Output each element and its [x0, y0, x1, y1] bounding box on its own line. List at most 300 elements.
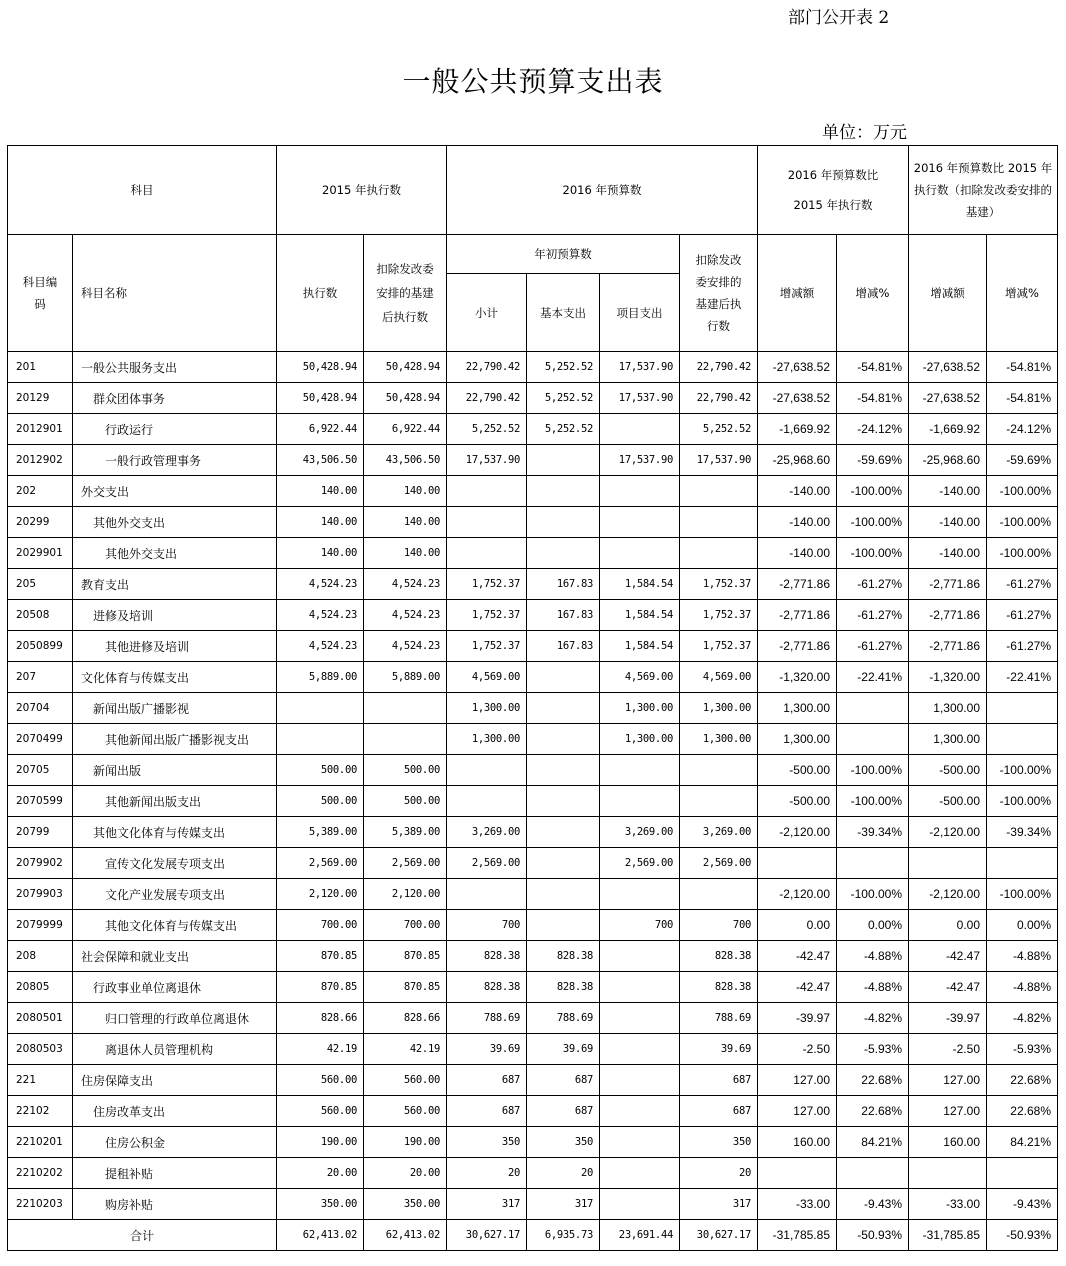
subject-name: 提租补贴	[73, 1158, 277, 1189]
cell-subtotal: 39.69	[447, 1034, 527, 1065]
subject-code: 2029901	[8, 538, 73, 569]
cell-basic	[527, 817, 600, 848]
cell-exec: 870.85	[277, 941, 364, 972]
cell-exec-adjusted: 2,120.00	[364, 879, 447, 910]
subject-name: 其他新闻出版广播影视支出	[73, 724, 277, 755]
subject-name: 新闻出版	[73, 755, 277, 786]
cell-diff-2: -42.47	[909, 941, 987, 972]
cell-diff-2: -2,771.86	[909, 569, 987, 600]
cell-diff-2: 127.00	[909, 1096, 987, 1127]
cell-diff-2: 127.00	[909, 1065, 987, 1096]
cell-diff-1: 1,300.00	[758, 724, 837, 755]
subject-name: 归口管理的行政单位离退休	[73, 1003, 277, 1034]
cell-pct-2: -61.27%	[987, 569, 1058, 600]
cell-diff-2: -2,771.86	[909, 600, 987, 631]
cell-exec-adjusted: 50,428.94	[364, 383, 447, 414]
header-project: 项目支出	[600, 274, 680, 352]
subject-name: 其他文化体育与传媒支出	[73, 817, 277, 848]
cell-pct-2: 22.68%	[987, 1065, 1058, 1096]
subject-code: 2070599	[8, 786, 73, 817]
cell-basic	[527, 879, 600, 910]
cell-diff-1: -42.47	[758, 972, 837, 1003]
cell-budget-adjusted	[680, 476, 758, 507]
cell-exec: 140.00	[277, 507, 364, 538]
cell-project: 700	[600, 910, 680, 941]
cell-exec	[277, 724, 364, 755]
cell-diff-1: -140.00	[758, 507, 837, 538]
cell-diff-2: 0.00	[909, 910, 987, 941]
total-diff-1: -31,785.85	[758, 1220, 837, 1251]
cell-pct-1: -61.27%	[837, 631, 909, 662]
cell-diff-2: -27,638.52	[909, 383, 987, 414]
cell-project: 1,300.00	[600, 724, 680, 755]
cell-diff-2: -500.00	[909, 755, 987, 786]
subject-name: 行政运行	[73, 414, 277, 445]
cell-basic: 828.38	[527, 941, 600, 972]
cell-diff-1: -2,120.00	[758, 817, 837, 848]
subject-code: 20129	[8, 383, 73, 414]
subject-name: 行政事业单位离退休	[73, 972, 277, 1003]
cell-budget-adjusted: 17,537.90	[680, 445, 758, 476]
cell-budget-adjusted	[680, 538, 758, 569]
cell-pct-2: -100.00%	[987, 786, 1058, 817]
cell-pct-2: -59.69%	[987, 445, 1058, 476]
cell-project: 3,269.00	[600, 817, 680, 848]
cell-exec: 43,506.50	[277, 445, 364, 476]
cell-pct-2: -54.81%	[987, 352, 1058, 383]
table-row	[8, 817, 1058, 848]
cell-pct-1: -100.00%	[837, 879, 909, 910]
cell-exec-adjusted: 42.19	[364, 1034, 447, 1065]
cell-basic: 5,252.52	[527, 352, 600, 383]
cell-pct-1: -54.81%	[837, 352, 909, 383]
cell-pct-2: -61.27%	[987, 600, 1058, 631]
cell-project: 17,537.90	[600, 445, 680, 476]
cell-subtotal: 687	[447, 1096, 527, 1127]
cell-exec: 140.00	[277, 538, 364, 569]
header-exec: 执行数	[277, 235, 364, 352]
subject-code: 205	[8, 569, 73, 600]
table-row	[8, 1127, 1058, 1158]
cell-basic: 20	[527, 1158, 600, 1189]
cell-exec-adjusted: 43,506.50	[364, 445, 447, 476]
cell-budget-adjusted: 39.69	[680, 1034, 758, 1065]
cell-pct-2: -100.00%	[987, 476, 1058, 507]
total-pct-2: -50.93%	[987, 1220, 1058, 1251]
cell-diff-1: 127.00	[758, 1065, 837, 1096]
cell-diff-1: 160.00	[758, 1127, 837, 1158]
cell-project: 17,537.90	[600, 383, 680, 414]
cell-subtotal: 1,752.37	[447, 631, 527, 662]
cell-basic: 317	[527, 1189, 600, 1220]
cell-exec-adjusted	[364, 724, 447, 755]
subject-code: 2012902	[8, 445, 73, 476]
table-row	[8, 1065, 1058, 1096]
cell-basic: 687	[527, 1096, 600, 1127]
cell-subtotal: 4,569.00	[447, 662, 527, 693]
cell-diff-2: -500.00	[909, 786, 987, 817]
cell-exec-adjusted: 6,922.44	[364, 414, 447, 445]
cell-pct-1: -24.12%	[837, 414, 909, 445]
cell-budget-adjusted: 5,252.52	[680, 414, 758, 445]
cell-budget-adjusted	[680, 507, 758, 538]
subject-code: 20705	[8, 755, 73, 786]
cell-diff-2: -2,120.00	[909, 879, 987, 910]
subject-code: 2080501	[8, 1003, 73, 1034]
table-row	[8, 1158, 1058, 1189]
table-row	[8, 972, 1058, 1003]
cell-exec: 700.00	[277, 910, 364, 941]
cell-budget-adjusted	[680, 786, 758, 817]
total-label: 合计	[8, 1220, 277, 1251]
table-row	[8, 352, 1058, 383]
subject-code: 2050899	[8, 631, 73, 662]
cell-diff-2: -27,638.52	[909, 352, 987, 383]
cell-basic	[527, 507, 600, 538]
cell-pct-2: -54.81%	[987, 383, 1058, 414]
cell-exec-adjusted: 350.00	[364, 1189, 447, 1220]
subject-name: 其他外交支出	[73, 538, 277, 569]
cell-exec: 4,524.23	[277, 600, 364, 631]
subject-code: 2210202	[8, 1158, 73, 1189]
cell-project	[600, 1127, 680, 1158]
cell-pct-1: -9.43%	[837, 1189, 909, 1220]
subject-code: 20508	[8, 600, 73, 631]
cell-budget-adjusted: 4,569.00	[680, 662, 758, 693]
header-budget-adjusted: 扣除发改委安排的基建后执行数	[680, 235, 758, 352]
cell-exec: 500.00	[277, 755, 364, 786]
cell-exec: 42.19	[277, 1034, 364, 1065]
subject-name: 住房公积金	[73, 1127, 277, 1158]
cell-diff-2: 160.00	[909, 1127, 987, 1158]
cell-subtotal	[447, 476, 527, 507]
total-diff-2: -31,785.85	[909, 1220, 987, 1251]
table-row	[8, 1189, 1058, 1220]
cell-diff-1: -25,968.60	[758, 445, 837, 476]
cell-pct-1: -100.00%	[837, 507, 909, 538]
cell-exec: 50,428.94	[277, 352, 364, 383]
budget-expenditure-table	[7, 145, 1058, 1251]
cell-diff-2: 1,300.00	[909, 724, 987, 755]
cell-subtotal	[447, 538, 527, 569]
cell-exec-adjusted: 870.85	[364, 941, 447, 972]
cell-diff-1: -500.00	[758, 755, 837, 786]
table-row	[8, 941, 1058, 972]
cell-project	[600, 1158, 680, 1189]
subject-name: 新闻出版广播影视	[73, 693, 277, 724]
table-row	[8, 476, 1058, 507]
cell-project	[600, 507, 680, 538]
cell-diff-2: -140.00	[909, 507, 987, 538]
cell-pct-1	[837, 848, 909, 879]
cell-project: 1,584.54	[600, 569, 680, 600]
cell-exec: 2,569.00	[277, 848, 364, 879]
document-tag: 部门公开表 2	[788, 8, 890, 28]
subject-name: 社会保障和就业支出	[73, 941, 277, 972]
cell-exec	[277, 693, 364, 724]
subject-name: 文化体育与传媒支出	[73, 662, 277, 693]
subject-code: 22102	[8, 1096, 73, 1127]
cell-pct-1: -59.69%	[837, 445, 909, 476]
unit-label: 单位：万元	[822, 123, 907, 143]
table-row	[8, 507, 1058, 538]
cell-diff-1: -27,638.52	[758, 383, 837, 414]
subject-code: 20299	[8, 507, 73, 538]
cell-budget-adjusted: 3,269.00	[680, 817, 758, 848]
cell-diff-1: -140.00	[758, 538, 837, 569]
cell-exec: 560.00	[277, 1065, 364, 1096]
header-pct-1: 增减%	[837, 235, 909, 352]
cell-diff-1: -39.97	[758, 1003, 837, 1034]
subject-name: 其他进修及培训	[73, 631, 277, 662]
cell-exec: 5,889.00	[277, 662, 364, 693]
header-diff-2: 增减额	[909, 235, 987, 352]
total-exec: 62,413.02	[277, 1220, 364, 1251]
cell-pct-1	[837, 724, 909, 755]
subject-name: 购房补贴	[73, 1189, 277, 1220]
cell-budget-adjusted: 828.38	[680, 941, 758, 972]
cell-subtotal: 22,790.42	[447, 383, 527, 414]
table-row	[8, 631, 1058, 662]
cell-budget-adjusted: 22,790.42	[680, 383, 758, 414]
cell-basic	[527, 724, 600, 755]
cell-basic	[527, 910, 600, 941]
cell-project: 17,537.90	[600, 352, 680, 383]
cell-pct-2: -100.00%	[987, 755, 1058, 786]
cell-pct-1: -61.27%	[837, 569, 909, 600]
cell-pct-1: -39.34%	[837, 817, 909, 848]
cell-pct-1: -4.88%	[837, 972, 909, 1003]
cell-subtotal: 17,537.90	[447, 445, 527, 476]
cell-project: 2,569.00	[600, 848, 680, 879]
cell-diff-1: -42.47	[758, 941, 837, 972]
header-subtotal: 小计	[447, 274, 527, 352]
cell-exec: 560.00	[277, 1096, 364, 1127]
subject-name: 一般公共服务支出	[73, 352, 277, 383]
cell-exec-adjusted: 2,569.00	[364, 848, 447, 879]
cell-budget-adjusted: 788.69	[680, 1003, 758, 1034]
cell-pct-2: -100.00%	[987, 507, 1058, 538]
cell-basic: 167.83	[527, 569, 600, 600]
subject-code: 201	[8, 352, 73, 383]
subject-code: 2079903	[8, 879, 73, 910]
cell-pct-1	[837, 693, 909, 724]
cell-project	[600, 1034, 680, 1065]
total-row	[8, 1220, 1058, 1251]
cell-project	[600, 879, 680, 910]
total-pct-1: -50.93%	[837, 1220, 909, 1251]
cell-basic	[527, 445, 600, 476]
cell-pct-1: 22.68%	[837, 1065, 909, 1096]
cell-exec-adjusted: 4,524.23	[364, 569, 447, 600]
cell-exec: 828.66	[277, 1003, 364, 1034]
cell-subtotal: 317	[447, 1189, 527, 1220]
cell-exec: 350.00	[277, 1189, 364, 1220]
cell-exec: 140.00	[277, 476, 364, 507]
subject-code: 202	[8, 476, 73, 507]
table-row	[8, 600, 1058, 631]
cell-diff-2: -2,771.86	[909, 631, 987, 662]
cell-diff-2: -1,320.00	[909, 662, 987, 693]
cell-exec: 500.00	[277, 786, 364, 817]
subject-code: 207	[8, 662, 73, 693]
header-code: 科目编码	[8, 235, 73, 352]
subject-name: 其他文化体育与传媒支出	[73, 910, 277, 941]
cell-basic: 5,252.52	[527, 414, 600, 445]
cell-diff-1: -2,120.00	[758, 879, 837, 910]
cell-basic: 350	[527, 1127, 600, 1158]
cell-exec-adjusted: 5,389.00	[364, 817, 447, 848]
cell-budget-adjusted: 20	[680, 1158, 758, 1189]
subject-name: 其他外交支出	[73, 507, 277, 538]
cell-diff-1: -2,771.86	[758, 600, 837, 631]
subject-name: 教育支出	[73, 569, 277, 600]
cell-pct-1: -54.81%	[837, 383, 909, 414]
cell-exec-adjusted: 560.00	[364, 1096, 447, 1127]
cell-pct-2: 84.21%	[987, 1127, 1058, 1158]
cell-pct-2: -4.82%	[987, 1003, 1058, 1034]
cell-diff-2	[909, 1158, 987, 1189]
cell-exec-adjusted: 560.00	[364, 1065, 447, 1096]
subject-name: 住房保障支出	[73, 1065, 277, 1096]
cell-basic: 788.69	[527, 1003, 600, 1034]
header-subject: 科目	[8, 146, 277, 235]
subject-code: 2070499	[8, 724, 73, 755]
subject-code: 2079999	[8, 910, 73, 941]
cell-exec: 6,922.44	[277, 414, 364, 445]
cell-project	[600, 786, 680, 817]
header-diff-1: 增减额	[758, 235, 837, 352]
cell-exec: 4,524.23	[277, 631, 364, 662]
cell-budget-adjusted: 2,569.00	[680, 848, 758, 879]
cell-budget-adjusted: 1,300.00	[680, 693, 758, 724]
cell-diff-1: 1,300.00	[758, 693, 837, 724]
cell-exec-adjusted: 700.00	[364, 910, 447, 941]
cell-diff-1: -1,320.00	[758, 662, 837, 693]
cell-project	[600, 1096, 680, 1127]
cell-exec: 20.00	[277, 1158, 364, 1189]
header-compare-exec-adjusted: 2016 年预算数比 2015 年执行数（扣除发改委安排的基建）	[909, 146, 1058, 235]
cell-pct-1: -22.41%	[837, 662, 909, 693]
cell-basic	[527, 662, 600, 693]
cell-diff-1: -500.00	[758, 786, 837, 817]
total-exec-adjusted: 62,413.02	[364, 1220, 447, 1251]
subject-name: 一般行政管理事务	[73, 445, 277, 476]
header-name: 科目名称	[73, 235, 277, 352]
cell-pct-1: 22.68%	[837, 1096, 909, 1127]
cell-exec: 4,524.23	[277, 569, 364, 600]
cell-exec-adjusted: 5,889.00	[364, 662, 447, 693]
cell-budget-adjusted: 687	[680, 1096, 758, 1127]
table-row	[8, 693, 1058, 724]
cell-pct-1: -100.00%	[837, 476, 909, 507]
cell-exec-adjusted	[364, 693, 447, 724]
cell-pct-1: -61.27%	[837, 600, 909, 631]
cell-subtotal: 3,269.00	[447, 817, 527, 848]
cell-exec-adjusted: 870.85	[364, 972, 447, 1003]
table-row	[8, 662, 1058, 693]
cell-budget-adjusted: 700	[680, 910, 758, 941]
cell-basic	[527, 693, 600, 724]
table-row	[8, 538, 1058, 569]
cell-budget-adjusted: 1,752.37	[680, 569, 758, 600]
cell-pct-2: -100.00%	[987, 879, 1058, 910]
cell-diff-1: -2.50	[758, 1034, 837, 1065]
cell-pct-2	[987, 724, 1058, 755]
cell-diff-1: -1,669.92	[758, 414, 837, 445]
subject-code: 20799	[8, 817, 73, 848]
subject-code: 2080503	[8, 1034, 73, 1065]
cell-pct-1	[837, 1158, 909, 1189]
cell-subtotal: 788.69	[447, 1003, 527, 1034]
cell-pct-1: -100.00%	[837, 538, 909, 569]
cell-basic: 167.83	[527, 600, 600, 631]
subject-code: 2210201	[8, 1127, 73, 1158]
cell-subtotal: 700	[447, 910, 527, 941]
cell-exec: 870.85	[277, 972, 364, 1003]
cell-diff-2: 1,300.00	[909, 693, 987, 724]
cell-budget-adjusted: 350	[680, 1127, 758, 1158]
cell-subtotal: 828.38	[447, 972, 527, 1003]
cell-pct-2: -4.88%	[987, 941, 1058, 972]
cell-subtotal: 828.38	[447, 941, 527, 972]
header-exec-2015: 2015 年执行数	[277, 146, 447, 235]
cell-diff-1: -27,638.52	[758, 352, 837, 383]
cell-pct-1: -5.93%	[837, 1034, 909, 1065]
subject-name: 外交支出	[73, 476, 277, 507]
cell-pct-2: -5.93%	[987, 1034, 1058, 1065]
cell-exec-adjusted: 190.00	[364, 1127, 447, 1158]
total-subtotal: 30,627.17	[447, 1220, 527, 1251]
cell-exec-adjusted: 140.00	[364, 476, 447, 507]
cell-diff-2: -33.00	[909, 1189, 987, 1220]
cell-diff-1	[758, 848, 837, 879]
cell-project	[600, 755, 680, 786]
cell-basic: 828.38	[527, 972, 600, 1003]
cell-diff-2: -2,120.00	[909, 817, 987, 848]
cell-exec: 190.00	[277, 1127, 364, 1158]
cell-pct-2: -100.00%	[987, 538, 1058, 569]
table-row	[8, 910, 1058, 941]
cell-pct-2: -22.41%	[987, 662, 1058, 693]
cell-basic: 5,252.52	[527, 383, 600, 414]
cell-diff-1: -140.00	[758, 476, 837, 507]
subject-name: 离退休人员管理机构	[73, 1034, 277, 1065]
cell-subtotal: 1,752.37	[447, 600, 527, 631]
cell-project: 1,584.54	[600, 600, 680, 631]
subject-code: 208	[8, 941, 73, 972]
cell-pct-2	[987, 1158, 1058, 1189]
subject-name: 其他新闻出版支出	[73, 786, 277, 817]
subject-name: 文化产业发展专项支出	[73, 879, 277, 910]
cell-basic	[527, 848, 600, 879]
subject-code: 20805	[8, 972, 73, 1003]
subject-code: 20704	[8, 693, 73, 724]
cell-project	[600, 1003, 680, 1034]
cell-subtotal	[447, 507, 527, 538]
cell-basic	[527, 538, 600, 569]
cell-project	[600, 972, 680, 1003]
header-compare-exec: 2016 年预算数比 2015 年执行数	[758, 146, 909, 235]
table-row	[8, 755, 1058, 786]
cell-diff-1: -2,771.86	[758, 631, 837, 662]
cell-diff-1: 127.00	[758, 1096, 837, 1127]
subject-code: 221	[8, 1065, 73, 1096]
cell-exec-adjusted: 500.00	[364, 786, 447, 817]
cell-pct-2: -24.12%	[987, 414, 1058, 445]
cell-diff-1: -2,771.86	[758, 569, 837, 600]
cell-exec: 5,389.00	[277, 817, 364, 848]
